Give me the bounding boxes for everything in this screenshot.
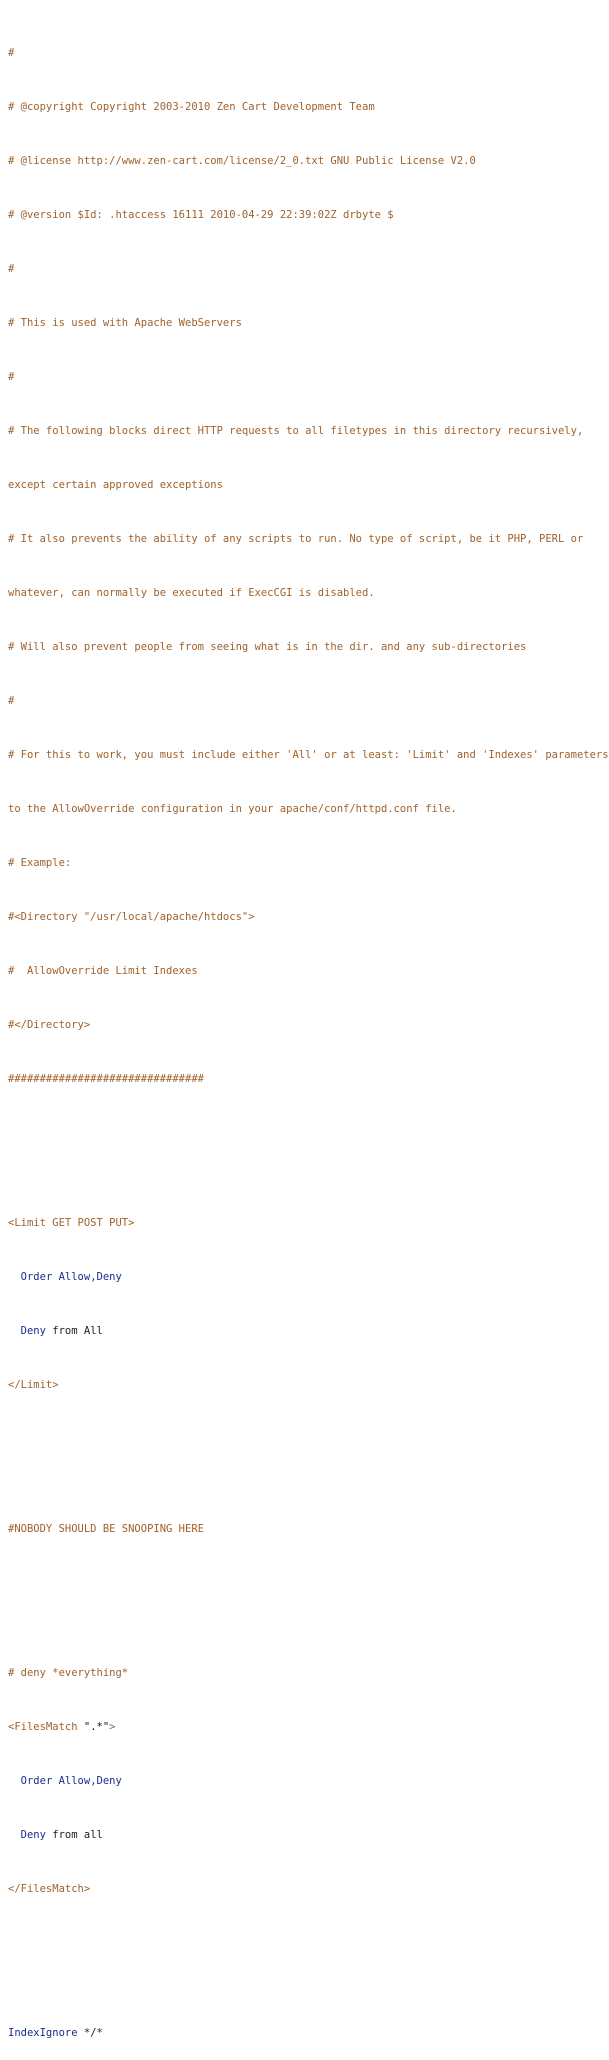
comment-line: # The following blocks direct HTTP requests to all filetypes in this directory recursively, bbox=[8, 425, 584, 437]
deny-value: from All bbox=[52, 1325, 103, 1337]
blank-line bbox=[8, 1592, 600, 1610]
comment-line: to the AllowOverride configuration in your apache/conf/httpd.conf file. bbox=[8, 803, 457, 815]
limit-close-tag: </Limit> bbox=[8, 1379, 59, 1391]
filesmatch-close-line bbox=[8, 1880, 600, 1898]
filesmatch-open-line bbox=[8, 1718, 600, 1736]
limit-open-tag: <Limit GET POST PUT> bbox=[8, 1217, 135, 1229]
deny-directive: Deny bbox=[20, 1325, 46, 1337]
limit-open-line bbox=[8, 1214, 600, 1232]
comment-line: # For this to work, you must include either 'All' or at least: 'Limit' and 'Indexes' parameters bbox=[8, 749, 609, 761]
order-directive: Order bbox=[20, 1775, 53, 1787]
comment-line: # bbox=[8, 47, 15, 59]
comment-line: # Will also prevent people from seeing what is in the dir. and any sub-directories bbox=[8, 641, 527, 653]
comment-line: # @version $Id: .htaccess 16111 2010-04-29 22:39:02Z drbyte $ bbox=[8, 209, 394, 221]
deny-directive: Deny bbox=[20, 1829, 46, 1841]
order-value: Allow,Deny bbox=[58, 1271, 122, 1283]
indexignore-value: */* bbox=[83, 2027, 103, 2039]
blank-line bbox=[8, 1952, 600, 1970]
deny-comment: # deny *everything* bbox=[8, 1667, 129, 1679]
indexignore-line bbox=[8, 2024, 600, 2042]
filesmatch-open-close: > bbox=[109, 1721, 116, 1733]
blank-line bbox=[8, 1142, 600, 1160]
filesmatch-close-tag: </FilesMatch> bbox=[8, 1883, 91, 1895]
indexignore-directive: IndexIgnore bbox=[8, 2027, 78, 2039]
nobody-comment: #NOBODY SHOULD BE SNOOPING HERE bbox=[8, 1523, 204, 1535]
filesmatch-pattern: ".*" bbox=[77, 1721, 110, 1733]
comment-line: # bbox=[8, 263, 15, 275]
comment-line: whatever, can normally be executed if ExecCGI is disabled. bbox=[8, 587, 375, 599]
filesmatch-order-line bbox=[8, 1772, 600, 1790]
comment-line: # @license http://www.zen-cart.com/license/2_0.txt GNU Public License V2.0 bbox=[8, 155, 476, 167]
comment-line: #</Directory> bbox=[8, 1019, 91, 1031]
deny-value: from all bbox=[52, 1829, 103, 1841]
order-value: Allow,Deny bbox=[58, 1775, 122, 1787]
order-directive: Order bbox=[20, 1271, 53, 1283]
limit-order-line bbox=[8, 1268, 600, 1286]
blank-line bbox=[8, 1448, 600, 1466]
comment-line: # Example: bbox=[8, 857, 72, 869]
comment-line: # This is used with Apache WebServers bbox=[8, 317, 242, 329]
limit-close-line bbox=[8, 1376, 600, 1394]
comment-line: ############################### bbox=[8, 1073, 204, 1085]
limit-deny-line bbox=[8, 1322, 600, 1340]
comment-line: # bbox=[8, 371, 15, 383]
comment-line: #<Directory "/usr/local/apache/htdocs"> bbox=[8, 911, 255, 923]
filesmatch-deny-line bbox=[8, 1826, 600, 1844]
comment-line: # @copyright Copyright 2003-2010 Zen Cart Development Team bbox=[8, 101, 375, 113]
comment-line: except certain approved exceptions bbox=[8, 479, 223, 491]
comment-line: # It also prevents the ability of any scripts to run. No type of script, be it PHP, PERL or bbox=[8, 533, 584, 545]
comment-line: # AllowOverride Limit Indexes bbox=[8, 965, 198, 977]
filesmatch-open-tag: <FilesMatch bbox=[8, 1721, 78, 1733]
comment-line: # bbox=[8, 695, 15, 707]
